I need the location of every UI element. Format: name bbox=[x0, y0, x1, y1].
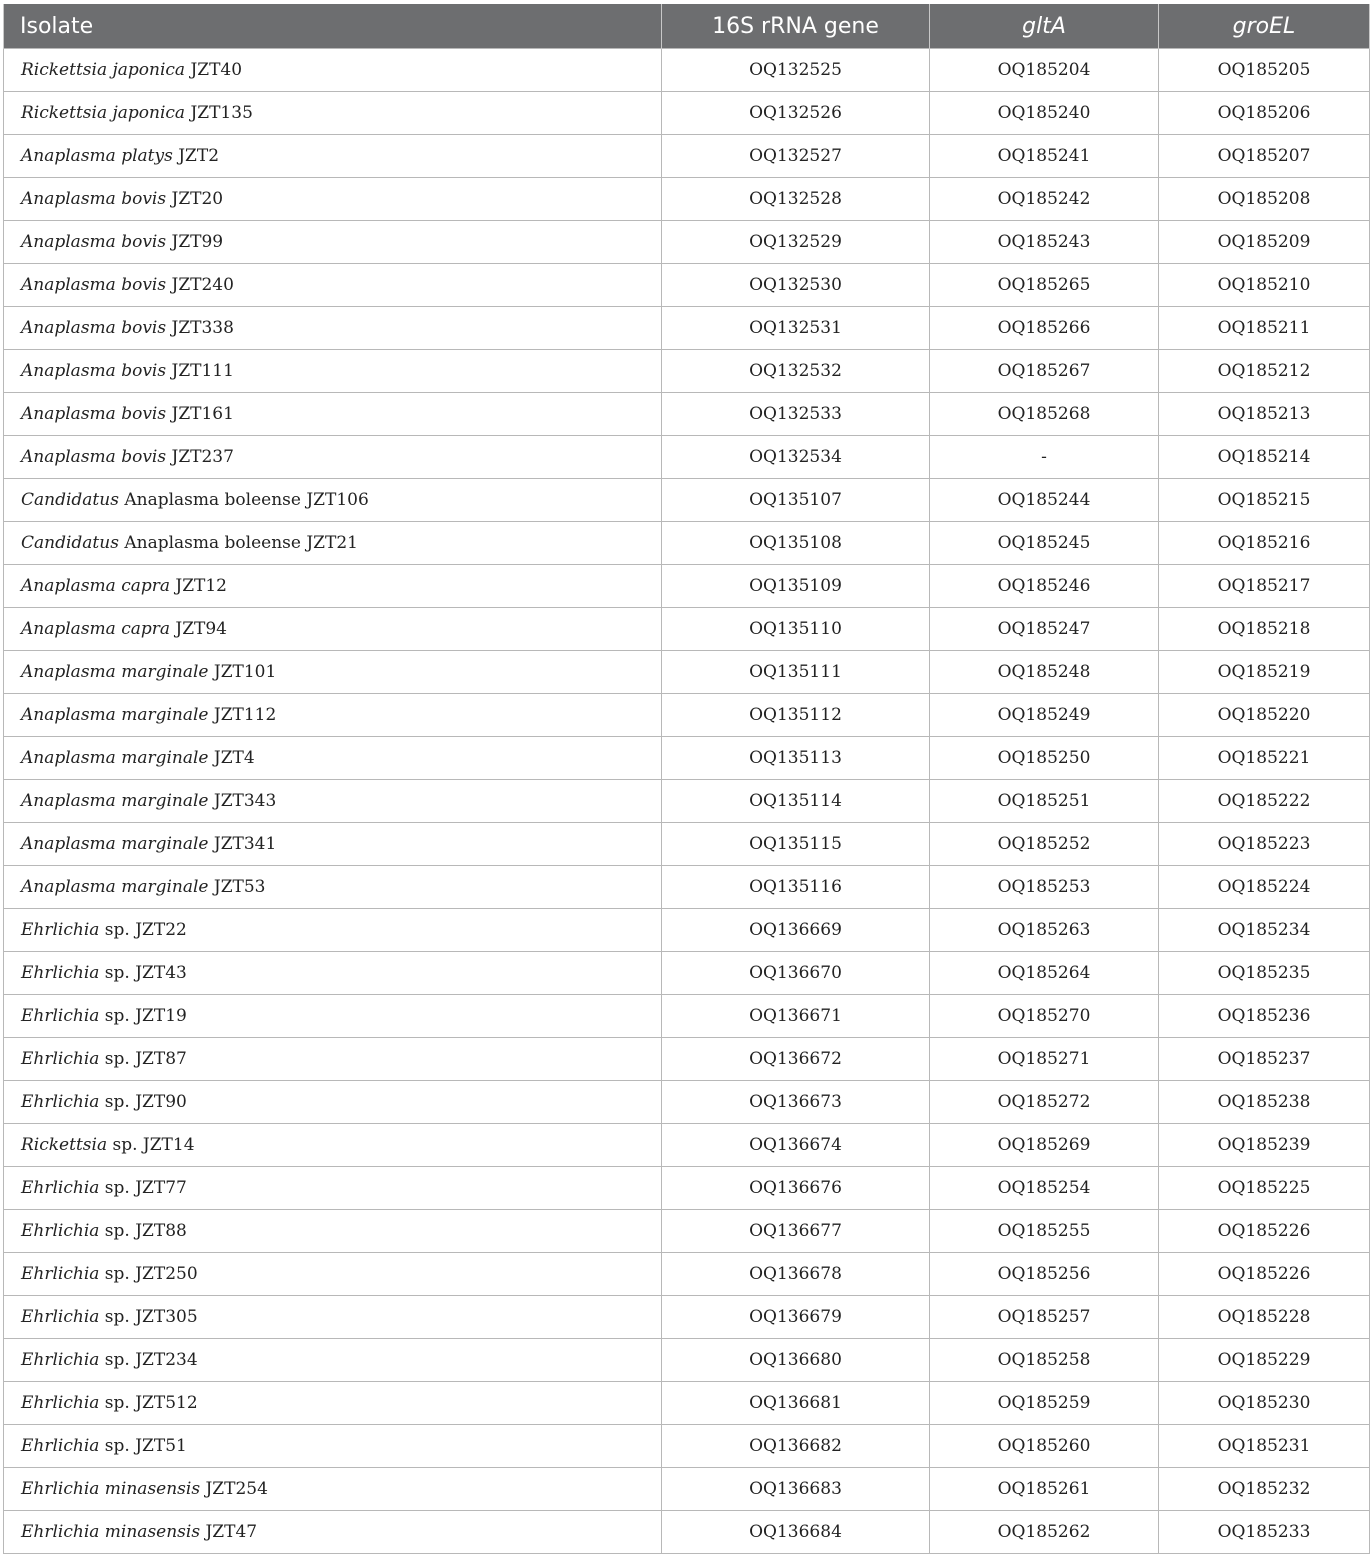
groel-accession-cell: OQ185208 bbox=[1159, 178, 1370, 221]
table-header bbox=[4, 4, 1370, 49]
rrna-accession-cell: OQ135116 bbox=[662, 866, 930, 909]
isolate-taxon-italic: Anaplasma marginale bbox=[21, 834, 209, 854]
isolate-strain: sp. JZT250 bbox=[99, 1264, 198, 1284]
isolate-taxon-italic: Anaplasma bovis bbox=[21, 232, 167, 252]
isolate-strain: JZT12 bbox=[170, 576, 228, 596]
glta-accession-cell: OQ185250 bbox=[930, 737, 1159, 780]
isolate-cell bbox=[4, 737, 662, 780]
glta-accession-cell: OQ185260 bbox=[930, 1425, 1159, 1468]
isolate-cell bbox=[4, 823, 662, 866]
isolate-taxon-italic: Ehrlichia bbox=[21, 1436, 100, 1456]
isolate-strain: JZT94 bbox=[170, 619, 228, 639]
groel-accession-cell: OQ185236 bbox=[1159, 995, 1370, 1038]
isolate-cell bbox=[4, 1038, 662, 1081]
isolate-taxon-italic: Ehrlichia minasensis bbox=[21, 1522, 201, 1542]
isolate-strain: JZT240 bbox=[166, 275, 234, 295]
table-row bbox=[4, 350, 1370, 393]
rrna-accession-cell: OQ136680 bbox=[662, 1339, 930, 1382]
rrna-accession-cell: OQ132528 bbox=[662, 178, 930, 221]
header-isolate: Isolate bbox=[4, 4, 662, 49]
glta-accession-cell: OQ185256 bbox=[930, 1253, 1159, 1296]
glta-accession-cell: OQ185257 bbox=[930, 1296, 1159, 1339]
isolate-taxon-italic: Rickettsia japonica bbox=[21, 60, 186, 80]
groel-accession-cell: OQ185205 bbox=[1159, 49, 1370, 92]
glta-accession-cell: OQ185248 bbox=[930, 651, 1159, 694]
groel-accession-cell: OQ185238 bbox=[1159, 1081, 1370, 1124]
isolate-cell bbox=[4, 1339, 662, 1382]
groel-accession-cell: OQ185210 bbox=[1159, 264, 1370, 307]
isolate-cell bbox=[4, 479, 662, 522]
isolate-strain: sp. JZT19 bbox=[99, 1006, 187, 1026]
isolate-strain: sp. JZT87 bbox=[99, 1049, 187, 1069]
rrna-accession-cell: OQ136679 bbox=[662, 1296, 930, 1339]
groel-accession-cell: OQ185212 bbox=[1159, 350, 1370, 393]
isolate-cell bbox=[4, 522, 662, 565]
isolate-taxon-italic: Ehrlichia bbox=[21, 1049, 100, 1069]
glta-accession-cell: OQ185253 bbox=[930, 866, 1159, 909]
glta-accession-cell: OQ185242 bbox=[930, 178, 1159, 221]
glta-accession-cell: OQ185270 bbox=[930, 995, 1159, 1038]
isolate-taxon-italic: Candidatus bbox=[21, 533, 119, 553]
rrna-accession-cell: OQ135111 bbox=[662, 651, 930, 694]
groel-accession-cell: OQ185228 bbox=[1159, 1296, 1370, 1339]
isolate-taxon-italic: Ehrlichia bbox=[21, 963, 100, 983]
table-row bbox=[4, 1038, 1370, 1081]
isolate-taxon-italic: Rickettsia japonica bbox=[21, 103, 186, 123]
isolate-cell bbox=[4, 393, 662, 436]
rrna-accession-cell: OQ136672 bbox=[662, 1038, 930, 1081]
table-row bbox=[4, 565, 1370, 608]
header-row bbox=[4, 4, 1370, 49]
groel-accession-cell: OQ185219 bbox=[1159, 651, 1370, 694]
isolate-cell bbox=[4, 92, 662, 135]
isolate-strain: JZT47 bbox=[200, 1522, 258, 1542]
table-row bbox=[4, 780, 1370, 823]
isolate-cell bbox=[4, 436, 662, 479]
header-glta: gltA bbox=[930, 4, 1159, 49]
isolate-taxon-italic: Ehrlichia bbox=[21, 1350, 100, 1370]
isolate-strain: JZT40 bbox=[185, 60, 243, 80]
table-row bbox=[4, 1210, 1370, 1253]
table-row bbox=[4, 909, 1370, 952]
rrna-accession-cell: OQ136670 bbox=[662, 952, 930, 995]
isolate-cell bbox=[4, 1253, 662, 1296]
isolate-strain: JZT343 bbox=[208, 791, 277, 811]
isolate-taxon-italic: Anaplasma bovis bbox=[21, 189, 167, 209]
groel-accession-cell: OQ185206 bbox=[1159, 92, 1370, 135]
isolate-cell bbox=[4, 49, 662, 92]
isolate-taxon-italic: Anaplasma bovis bbox=[21, 318, 167, 338]
isolate-cell bbox=[4, 1124, 662, 1167]
groel-accession-cell: OQ185221 bbox=[1159, 737, 1370, 780]
groel-accession-cell: OQ185226 bbox=[1159, 1210, 1370, 1253]
glta-accession-cell: OQ185258 bbox=[930, 1339, 1159, 1382]
isolate-taxon-italic: Anaplasma bovis bbox=[21, 275, 167, 295]
isolate-cell bbox=[4, 952, 662, 995]
rrna-accession-cell: OQ132527 bbox=[662, 135, 930, 178]
isolate-taxon-italic: Anaplasma bovis bbox=[21, 361, 167, 381]
isolate-taxon-italic: Anaplasma marginale bbox=[21, 791, 209, 811]
isolate-strain: JZT4 bbox=[208, 748, 255, 768]
table-row bbox=[4, 694, 1370, 737]
isolate-strain: sp. JZT512 bbox=[99, 1393, 198, 1413]
isolate-strain: JZT99 bbox=[166, 232, 224, 252]
isolate-strain: sp. JZT51 bbox=[99, 1436, 187, 1456]
isolate-taxon-italic: Anaplasma marginale bbox=[21, 877, 209, 897]
glta-accession-cell: OQ185252 bbox=[930, 823, 1159, 866]
groel-accession-cell: OQ185237 bbox=[1159, 1038, 1370, 1081]
glta-accession-cell: OQ185244 bbox=[930, 479, 1159, 522]
groel-accession-cell: OQ185207 bbox=[1159, 135, 1370, 178]
isolate-cell bbox=[4, 1081, 662, 1124]
isolate-taxon-italic: Anaplasma bovis bbox=[21, 447, 167, 467]
isolate-taxon-italic: Rickettsia bbox=[21, 1135, 108, 1155]
rrna-accession-cell: OQ136684 bbox=[662, 1511, 930, 1554]
rrna-accession-cell: OQ135108 bbox=[662, 522, 930, 565]
isolate-cell bbox=[4, 608, 662, 651]
groel-accession-cell: OQ185234 bbox=[1159, 909, 1370, 952]
isolate-cell bbox=[4, 1167, 662, 1210]
table-row bbox=[4, 737, 1370, 780]
table-row bbox=[4, 135, 1370, 178]
rrna-accession-cell: OQ136674 bbox=[662, 1124, 930, 1167]
isolate-cell bbox=[4, 780, 662, 823]
isolate-taxon-italic: Anaplasma bovis bbox=[21, 404, 167, 424]
rrna-accession-cell: OQ135114 bbox=[662, 780, 930, 823]
rrna-accession-cell: OQ135109 bbox=[662, 565, 930, 608]
rrna-accession-cell: OQ136673 bbox=[662, 1081, 930, 1124]
glta-accession-cell: OQ185254 bbox=[930, 1167, 1159, 1210]
isolate-cell bbox=[4, 1382, 662, 1425]
glta-accession-cell: OQ185262 bbox=[930, 1511, 1159, 1554]
isolate-taxon-italic: Ehrlichia bbox=[21, 1264, 100, 1284]
groel-accession-cell: OQ185231 bbox=[1159, 1425, 1370, 1468]
glta-accession-cell: OQ185261 bbox=[930, 1468, 1159, 1511]
isolate-cell bbox=[4, 264, 662, 307]
isolate-cell bbox=[4, 866, 662, 909]
glta-accession-cell: OQ185267 bbox=[930, 350, 1159, 393]
table-row bbox=[4, 264, 1370, 307]
isolate-taxon-italic: Ehrlichia bbox=[21, 1006, 100, 1026]
rrna-accession-cell: OQ135112 bbox=[662, 694, 930, 737]
isolate-cell bbox=[4, 909, 662, 952]
isolate-strain: JZT2 bbox=[172, 146, 220, 166]
glta-accession-cell: - bbox=[930, 436, 1159, 479]
isolate-taxon-italic: Candidatus bbox=[21, 490, 119, 510]
glta-accession-cell: OQ185269 bbox=[930, 1124, 1159, 1167]
isolate-taxon-italic: Anaplasma marginale bbox=[21, 748, 209, 768]
glta-accession-cell: OQ185272 bbox=[930, 1081, 1159, 1124]
table-row bbox=[4, 1511, 1370, 1554]
isolate-strain: sp. JZT88 bbox=[99, 1221, 187, 1241]
glta-accession-cell: OQ185243 bbox=[930, 221, 1159, 264]
isolate-taxon-italic: Anaplasma platys bbox=[21, 146, 173, 166]
isolate-cell bbox=[4, 307, 662, 350]
groel-accession-cell: OQ185233 bbox=[1159, 1511, 1370, 1554]
isolate-cell bbox=[4, 1511, 662, 1554]
isolate-cell bbox=[4, 995, 662, 1038]
groel-accession-cell: OQ185230 bbox=[1159, 1382, 1370, 1425]
isolate-cell bbox=[4, 565, 662, 608]
groel-accession-cell: OQ185211 bbox=[1159, 307, 1370, 350]
isolate-strain: JZT135 bbox=[185, 103, 253, 123]
isolate-strain: JZT101 bbox=[208, 662, 277, 682]
table-row bbox=[4, 1253, 1370, 1296]
rrna-accession-cell: OQ136681 bbox=[662, 1382, 930, 1425]
glta-accession-cell: OQ185268 bbox=[930, 393, 1159, 436]
groel-accession-cell: OQ185229 bbox=[1159, 1339, 1370, 1382]
rrna-accession-cell: OQ132534 bbox=[662, 436, 930, 479]
isolate-taxon-italic: Ehrlichia bbox=[21, 1221, 100, 1241]
glta-accession-cell: OQ185255 bbox=[930, 1210, 1159, 1253]
rrna-accession-cell: OQ136669 bbox=[662, 909, 930, 952]
rrna-accession-cell: OQ135115 bbox=[662, 823, 930, 866]
isolate-cell bbox=[4, 178, 662, 221]
rrna-accession-cell: OQ132532 bbox=[662, 350, 930, 393]
glta-accession-cell: OQ185266 bbox=[930, 307, 1159, 350]
groel-accession-cell: OQ185213 bbox=[1159, 393, 1370, 436]
isolate-cell bbox=[4, 651, 662, 694]
groel-accession-cell: OQ185226 bbox=[1159, 1253, 1370, 1296]
glta-accession-cell: OQ185265 bbox=[930, 264, 1159, 307]
isolate-cell bbox=[4, 350, 662, 393]
isolate-taxon-italic: Ehrlichia bbox=[21, 1307, 100, 1327]
rrna-accession-cell: OQ136682 bbox=[662, 1425, 930, 1468]
isolate-table-container bbox=[3, 4, 1369, 1554]
isolate-strain: JZT20 bbox=[166, 189, 224, 209]
table-row bbox=[4, 221, 1370, 264]
rrna-accession-cell: OQ132533 bbox=[662, 393, 930, 436]
glta-accession-cell: OQ185264 bbox=[930, 952, 1159, 995]
table-row bbox=[4, 952, 1370, 995]
table-row bbox=[4, 1425, 1370, 1468]
isolate-taxon-italic: Ehrlichia bbox=[21, 920, 100, 940]
isolate-taxon-italic: Anaplasma marginale bbox=[21, 705, 209, 725]
isolate-cell bbox=[4, 1210, 662, 1253]
table-row bbox=[4, 92, 1370, 135]
isolate-strain: sp. JZT14 bbox=[107, 1135, 195, 1155]
isolate-strain: JZT338 bbox=[166, 318, 234, 338]
groel-accession-cell: OQ185232 bbox=[1159, 1468, 1370, 1511]
rrna-accession-cell: OQ136683 bbox=[662, 1468, 930, 1511]
groel-accession-cell: OQ185239 bbox=[1159, 1124, 1370, 1167]
rrna-accession-cell: OQ135107 bbox=[662, 479, 930, 522]
isolate-taxon-italic: Anaplasma capra bbox=[21, 576, 170, 596]
rrna-accession-cell: OQ136678 bbox=[662, 1253, 930, 1296]
table-row bbox=[4, 1081, 1370, 1124]
glta-accession-cell: OQ185247 bbox=[930, 608, 1159, 651]
table-row bbox=[4, 436, 1370, 479]
groel-accession-cell: OQ185217 bbox=[1159, 565, 1370, 608]
rrna-accession-cell: OQ135110 bbox=[662, 608, 930, 651]
groel-accession-cell: OQ185220 bbox=[1159, 694, 1370, 737]
isolate-cell bbox=[4, 135, 662, 178]
glta-accession-cell: OQ185263 bbox=[930, 909, 1159, 952]
isolate-cell bbox=[4, 221, 662, 264]
glta-accession-cell: OQ185259 bbox=[930, 1382, 1159, 1425]
glta-accession-cell: OQ185204 bbox=[930, 49, 1159, 92]
rrna-accession-cell: OQ132526 bbox=[662, 92, 930, 135]
isolate-taxon-italic: Ehrlichia minasensis bbox=[21, 1479, 201, 1499]
isolate-cell bbox=[4, 694, 662, 737]
isolate-strain: sp. JZT22 bbox=[99, 920, 187, 940]
rrna-accession-cell: OQ132531 bbox=[662, 307, 930, 350]
glta-accession-cell: OQ185251 bbox=[930, 780, 1159, 823]
table-row bbox=[4, 823, 1370, 866]
table-row bbox=[4, 522, 1370, 565]
isolate-strain: Anaplasma boleense JZT21 bbox=[118, 533, 358, 553]
isolate-taxon-italic: Anaplasma capra bbox=[21, 619, 170, 639]
glta-accession-cell: OQ185271 bbox=[930, 1038, 1159, 1081]
isolate-cell bbox=[4, 1296, 662, 1339]
table-row bbox=[4, 1296, 1370, 1339]
isolate-accession-table bbox=[3, 4, 1370, 1554]
groel-accession-cell: OQ185214 bbox=[1159, 436, 1370, 479]
rrna-accession-cell: OQ135113 bbox=[662, 737, 930, 780]
isolate-strain: JZT111 bbox=[166, 361, 234, 381]
table-row bbox=[4, 1339, 1370, 1382]
glta-accession-cell: OQ185246 bbox=[930, 565, 1159, 608]
table-row bbox=[4, 1468, 1370, 1511]
table-row bbox=[4, 1167, 1370, 1210]
groel-accession-cell: OQ185235 bbox=[1159, 952, 1370, 995]
groel-accession-cell: OQ185225 bbox=[1159, 1167, 1370, 1210]
header-16s-rrna: 16S rRNA gene bbox=[662, 4, 930, 49]
groel-accession-cell: OQ185224 bbox=[1159, 866, 1370, 909]
table-row bbox=[4, 866, 1370, 909]
header-groel: groEL bbox=[1159, 4, 1370, 49]
groel-accession-cell: OQ185216 bbox=[1159, 522, 1370, 565]
isolate-strain: JZT237 bbox=[166, 447, 234, 467]
isolate-cell bbox=[4, 1425, 662, 1468]
rrna-accession-cell: OQ136671 bbox=[662, 995, 930, 1038]
groel-accession-cell: OQ185209 bbox=[1159, 221, 1370, 264]
table-body bbox=[4, 49, 1370, 1554]
table-row bbox=[4, 307, 1370, 350]
rrna-accession-cell: OQ132530 bbox=[662, 264, 930, 307]
groel-accession-cell: OQ185222 bbox=[1159, 780, 1370, 823]
isolate-strain: sp. JZT234 bbox=[99, 1350, 198, 1370]
isolate-taxon-italic: Ehrlichia bbox=[21, 1092, 100, 1112]
glta-accession-cell: OQ185241 bbox=[930, 135, 1159, 178]
isolate-strain: Anaplasma boleense JZT106 bbox=[118, 490, 369, 510]
table-row bbox=[4, 1382, 1370, 1425]
isolate-cell bbox=[4, 1468, 662, 1511]
isolate-strain: JZT161 bbox=[166, 404, 234, 424]
table-row bbox=[4, 995, 1370, 1038]
table-row bbox=[4, 608, 1370, 651]
isolate-strain: sp. JZT90 bbox=[99, 1092, 187, 1112]
table-row bbox=[4, 479, 1370, 522]
rrna-accession-cell: OQ132529 bbox=[662, 221, 930, 264]
isolate-strain: JZT112 bbox=[208, 705, 277, 725]
isolate-strain: sp. JZT305 bbox=[99, 1307, 198, 1327]
groel-accession-cell: OQ185218 bbox=[1159, 608, 1370, 651]
table-row bbox=[4, 178, 1370, 221]
isolate-strain: sp. JZT43 bbox=[99, 963, 187, 983]
glta-accession-cell: OQ185245 bbox=[930, 522, 1159, 565]
isolate-strain: sp. JZT77 bbox=[99, 1178, 187, 1198]
groel-accession-cell: OQ185215 bbox=[1159, 479, 1370, 522]
glta-accession-cell: OQ185240 bbox=[930, 92, 1159, 135]
isolate-taxon-italic: Ehrlichia bbox=[21, 1178, 100, 1198]
isolate-taxon-italic: Anaplasma marginale bbox=[21, 662, 209, 682]
table-row bbox=[4, 651, 1370, 694]
isolate-taxon-italic: Ehrlichia bbox=[21, 1393, 100, 1413]
table-row bbox=[4, 49, 1370, 92]
isolate-strain: JZT341 bbox=[208, 834, 277, 854]
glta-accession-cell: OQ185249 bbox=[930, 694, 1159, 737]
groel-accession-cell: OQ185223 bbox=[1159, 823, 1370, 866]
rrna-accession-cell: OQ136676 bbox=[662, 1167, 930, 1210]
table-row bbox=[4, 393, 1370, 436]
isolate-strain: JZT254 bbox=[200, 1479, 268, 1499]
rrna-accession-cell: OQ132525 bbox=[662, 49, 930, 92]
table-row bbox=[4, 1124, 1370, 1167]
isolate-strain: JZT53 bbox=[208, 877, 266, 897]
rrna-accession-cell: OQ136677 bbox=[662, 1210, 930, 1253]
